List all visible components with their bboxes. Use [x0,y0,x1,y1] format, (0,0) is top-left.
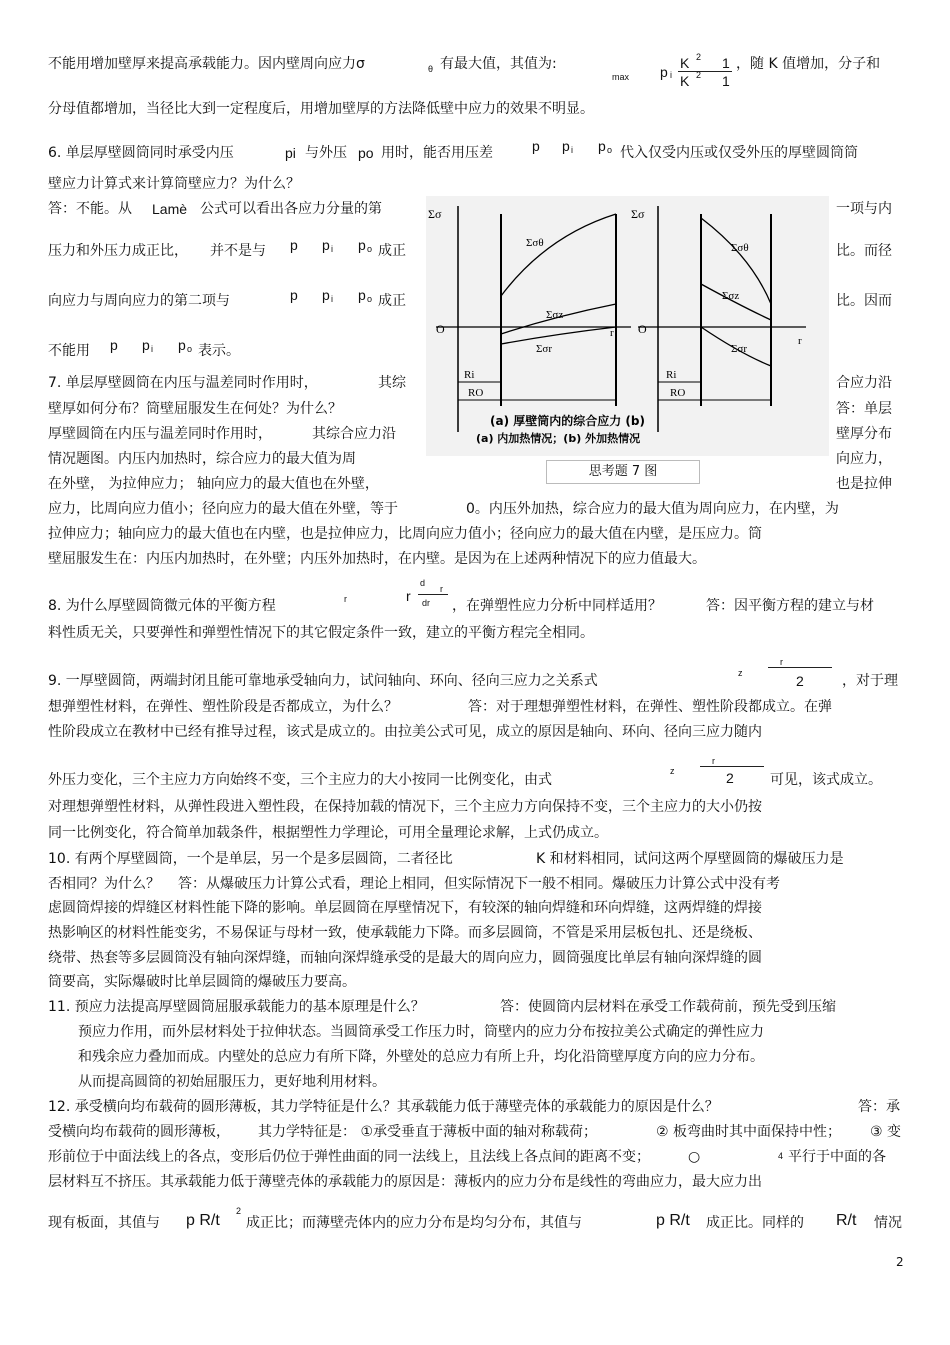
text-line: 不能用 [48,343,90,359]
left-r-label: Σσr [536,343,552,355]
text-line: 10. 有两个厚壁圆筒，一个是单层，另一个是多层圆筒，二者径比 [48,851,453,867]
text-line: 绕带、热套等多层圆筒没有轴向深焊缝，而轴向深焊缝承受的是最大的周向应力，圆筒强度比单层有轴向深焊缝的圆 [48,950,762,966]
math-subscript: o [187,344,193,354]
fraction-bar [700,766,764,767]
text-line: K 和材料相同，试问这两个厚壁圆筒的爆破压力是 [536,851,844,867]
figure-subtitle: (a) 内加热情况；(b) 外加热情况 [476,432,641,445]
text-line: 7. 单层厚壁圆筒在内压与温差同时作用时， [48,375,318,391]
math-symbol: p [290,237,298,253]
text-line: 也是拉伸 [836,476,892,492]
math-subscript: o [367,244,373,254]
math-symbol: p [110,337,118,353]
text-line: 比。而径 [836,243,892,259]
right-axis-label: Σσ [631,207,645,221]
text-line: 虑圆筒焊接的焊缝区材料性能下降的影响。单层圆筒在厚壁情况下，有较深的轴向焊缝和环向焊缝，这两焊缝的焊接 [48,900,762,916]
text-line: 表示。 [198,343,240,359]
text-line: 答：因平衡方程的建立与材 [706,598,874,614]
text-line: 一项与内 [836,201,892,217]
left-ro-label: RO [468,387,484,399]
math-subscript: i [151,344,153,354]
left-origin: O [436,322,445,336]
text-line: 受横向均布载荷的圆形薄板， [48,1124,230,1140]
math-symbol: p [598,138,606,154]
fraction-bar [678,71,732,72]
text-line: ，对于理 [842,673,898,689]
page-number: 2 [896,1255,904,1269]
math-subscript: z [670,766,675,776]
math-symbol: K [680,55,690,71]
text-line: 壁厚分布 [836,426,892,442]
math-symbol: Lamè [152,201,188,217]
math-symbol: po [358,145,374,161]
thick-wall-stress-figure [426,196,829,456]
text-line: 答：不能。从 [48,201,132,217]
text-line: 11. 预应力法提高厚壁圆筒屈服承载能力的基本原理是什么？ [48,999,425,1015]
right-r-axis-label: r [798,335,802,347]
figure-caption: 思考题 7 图 [546,460,700,484]
text-line: 厚壁圆筒在内压与温差同时作用时， [48,426,272,442]
text-line: 同一比例变化，符合简单加载条件，根据塑性力学理论，可用全量理论求解，上式仍成立。 [48,825,608,841]
math-symbol: d [420,578,426,588]
math-symbol: 1 [722,55,730,71]
math-subscript: r [780,657,783,667]
math-symbol: 2 [796,673,804,689]
text-line: ，在弹塑性应力分析中同样适用？ [452,598,662,614]
math-subscript: i [331,244,333,254]
text-line: 形前位于中面法线上的各点，变形后仍位于弹性曲面的同一法线上，且法线上各点间的距离不变； [48,1149,650,1165]
math-subscript: o [607,145,613,155]
text-line: 其综 [378,375,406,391]
text-line: 8. 为什么厚壁圆筒微元体的平衡方程 [48,598,276,614]
math-superscript: 2 [696,70,702,80]
text-line: ，随 K 值增加，分子和 [736,56,881,72]
text-line: 答：承 [858,1099,900,1115]
text-line: 并不是与 [210,243,266,259]
text-line: 性阶段成立在教材中已经有推导过程，该式是成立的。由拉美公式可见，成立的原因是轴向、环向、径向三应力随内 [48,724,762,740]
text-line: 9. 一厚壁圆筒，两端封闭且能可靠地承受轴向力，试问轴向、环向、径向三应力之关系式 [48,673,598,689]
text-line: 料性质无关，只要弹性和弹塑性情况下的其它假定条件一致，建立的平衡方程完全相同。 [48,625,594,641]
text-line: 预应力作用，而外层材料处于拉伸状态。当圆筒承受工作压力时，筒壁内的应力分布按拉美公式确定的弹性应力 [78,1024,764,1040]
right-origin: O [638,322,647,336]
text-line: 分母值都增加，当径比大到一定程度后，用增加壁厚的方法降低壁中应力的效果不明显。 [48,101,594,117]
math-symbol: p [562,138,570,154]
text-line: 否相同？为什么？ [48,876,160,892]
math-symbol: 4 [778,1151,784,1161]
text-line: 6. 单层厚壁圆筒同时承受内压 [48,145,234,161]
math-symbol: p [358,287,366,303]
left-ri-label: Ri [464,369,475,381]
text-line: 合应力沿 [836,375,892,391]
right-z-label: Σσz [722,290,740,302]
text-line: 外压力变化，三个主应力方向始终不变，三个主应力的大小按同一比例变化，由式 [48,772,552,788]
math-symbol: p [532,138,540,154]
math-symbol: p [322,237,330,253]
math-subscript: max [612,72,630,82]
math-symbol: pi [285,145,296,161]
math-symbol: p [322,287,330,303]
text-line: 不能用增加壁厚来提高承载能力。因内壁周向应力σ [48,56,365,72]
math-subscript: i [331,294,333,304]
text-line: 其综合应力沿 [312,426,396,442]
text-line: ③ 变 [870,1124,902,1140]
text-line: 答：从爆破压力计算公式看，理论上相同，但实际情况下一般不相同。爆破压力计算公式中没有考 [178,876,780,892]
text-line: 0。内压外加热，综合应力的最大值为周向应力，在内壁，为 [466,501,839,517]
text-line: 壁厚如何分布？筒壁屈服发生在何处？为什么？ [48,401,342,417]
math-symbol: p [178,337,186,353]
text-line: 筒要高，实际爆破时比单层圆筒的爆破压力要高。 [48,974,356,990]
math-subscript: r [440,584,443,594]
text-line: 可见，该式成立。 [770,772,882,788]
math-symbol: p R/t [186,1212,220,1229]
math-symbol: p [142,337,150,353]
text-line: 情况题图。内压内加热时，综合应力的最大值为周 [48,451,356,467]
text-line: 向应力与周向应力的第二项与 [48,293,230,309]
math-symbol: p [290,287,298,303]
left-r-axis-label: r [610,327,614,339]
left-theta-label: Σσθ [526,237,544,249]
math-subscript: i [670,70,672,80]
text-line: 有最大值，其值为: [440,56,557,72]
figure-title: (a) 厚壁筒内的综合应力 (b) [490,414,645,428]
left-z-label: Σσz [546,309,564,321]
text-line: 热影响区的材料性能变劣，不易保证与母材一致，使承载能力下降。而多层圆筒，不管是采用层板包扎、还是绕板、 [48,925,762,941]
text-line: 比。因而 [836,293,892,309]
right-theta-label: Σσθ [731,242,749,254]
text-line: 从而提高圆筒的初始屈服压力，更好地利用材料。 [78,1074,386,1090]
text-line: 拉伸应力；轴向应力的最大值也在内壁，也是拉伸应力，比周向应力值小；径向应力的最大值在内壁，是压应力。筒 [48,526,762,542]
math-subscript: r [712,756,715,766]
text-line: 与外压 [305,145,347,161]
text-line: 其力学特征是： ①承受垂直于薄板中面的轴对称载荷； [258,1124,597,1140]
text-line: ② 板弯曲时其中面保持中性； [656,1124,842,1140]
text-line: 壁应力计算式来计算筒壁应力？为什么？ [48,176,300,192]
math-subscript: r [344,594,347,604]
text-line: 成正比；而薄壁壳体内的应力分布是均匀分布，其值与 [246,1215,582,1231]
text-line: 答：使圆筒内层材料在承受工作载荷前，预先受到压缩 [500,999,836,1015]
text-line: 想弹塑性材料，在弹性、塑性阶段是否都成立，为什么？ [48,699,398,715]
text-line: 在外壁， 为拉伸应力； 轴向应力的最大值也在外壁， [48,476,379,492]
math-subscript: i [571,145,573,155]
math-symbol: K [680,73,690,89]
math-symbol: p [358,237,366,253]
text-line: 成正 [378,293,406,309]
text-line: 公式可以看出各应力分量的第 [200,201,382,217]
text-line: 答：单层 [836,401,892,417]
right-ro-label: RO [670,387,686,399]
left-axis-label: Σσ [428,207,442,221]
math-symbol: p R/t [656,1212,690,1229]
text-line: 应力，比周向应力值小；径向应力的最大值在外壁，等于 [48,501,398,517]
text-line: 层材料互不挤压。其承载能力低于薄壁壳体的承载能力的原因是：薄板内的应力分布是线性的弯曲应力，最大应力出 [48,1174,762,1190]
math-symbol: p [660,64,668,80]
math-superscript: 2 [236,1206,242,1216]
text-line: 现有板面，其值与 [48,1215,160,1231]
text-line: 壁屈服发生在：内压内加热时，在外壁；内压外加热时，在内壁。是因为在上述两种情况下的应力值最大。 [48,551,706,567]
fraction-bar [418,594,448,595]
text-line: 对理想弹塑性材料，从弹性段进入塑性段，在保持加载的情况下，三个主应力方向保持不变，三个主应力的大小仍按 [48,799,762,815]
text-line: 和残余应力叠加而成。内壁处的总应力有所下降，外壁处的总应力有所上升，均化沿筒壁厚度方向的应力分布。 [78,1049,764,1065]
text-line: ○ [688,1149,701,1165]
math-symbol: 2 [726,770,734,786]
text-line: 12. 承受横向均布载荷的圆形薄板，其力学特征是什么？其承载能力低于薄壁壳体的承载能力的原因是什么？ [48,1099,719,1115]
right-ri-label: Ri [666,369,677,381]
math-subscript: o [367,294,373,304]
text-line: 用时，能否用压差 [381,145,493,161]
text-line: 平行于中面的各 [788,1149,886,1165]
math-subscript: θ [428,64,434,74]
fraction-bar [768,667,832,668]
math-symbol: dr [422,598,431,608]
math-symbol: R/t [836,1212,857,1229]
text-line: 压力和外压力成正比， [48,243,188,259]
text-line: 答：对于理想弹塑性材料，在弹性、塑性阶段都成立。在弹 [468,699,832,715]
math-symbol: r [406,588,411,604]
text-line: 成正 [378,243,406,259]
text-line: 代入仅受内压或仅受外压的厚壁圆筒筒 [620,145,858,161]
text-line: 向应力， [836,451,892,467]
right-r-label: Σσr [731,343,747,355]
math-superscript: 2 [696,52,702,62]
text-line: 成正比。同样的 [706,1215,804,1231]
math-subscript: z [738,668,743,678]
text-line: 情况 [874,1215,902,1231]
math-symbol: 1 [722,73,730,89]
